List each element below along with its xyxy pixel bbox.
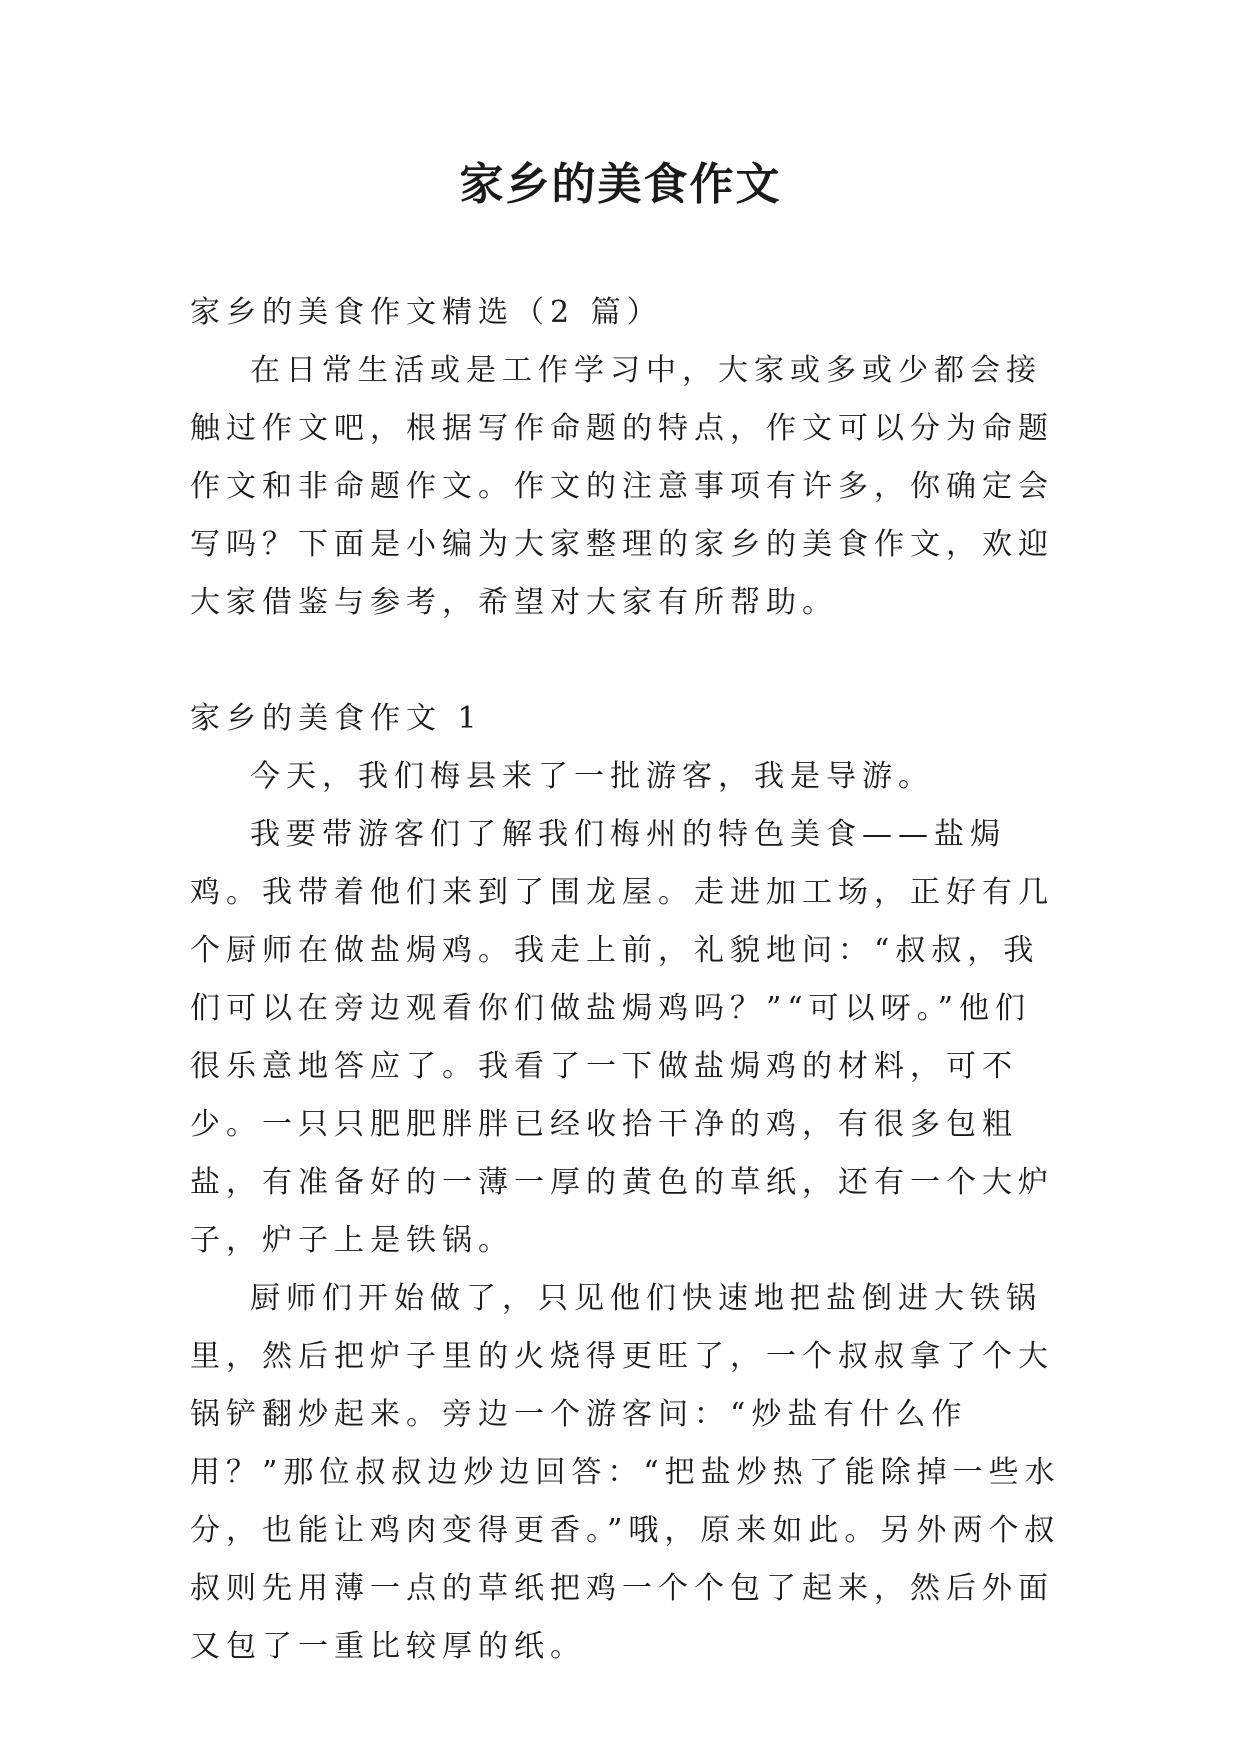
intro-paragraph: 在日常生活或是工作学习中，大家或多或少都会接触过作文吧，根据写作命题的特点，作文可以分为命题作文和非命题作文。作文的注意事项有许多，你确定会写吗？下面是小编为大家整理的家乡的美食作文，欢迎大家借鉴与参考，希望对大家有所帮助。: [190, 353, 1054, 620]
section-heading: 家乡的美食作文 1: [190, 701, 483, 736]
document-subtitle: 家乡的美食作文精选（2 篇）: [190, 295, 663, 330]
body-paragraph: 我要带游客们了解我们梅州的特色美食——盐焗鸡。我带着他们来到了围龙屋。走进加工场，正好有几个厨师在做盐焗鸡。我走上前，礼貌地问：“叔叔，我们可以在旁边观看你们做盐焗鸡吗？”“可以呀。”他们很乐意地答应了。我看了一下做盐焗鸡的材料，可不少。一只只肥肥胖胖已经收拾干净的鸡，有很多包粗盐，有准备好的一薄一厚的黄色的草纸，还有一个大炉子，炉子上是铁锅。: [190, 817, 1054, 1258]
document-title: 家乡的美食作文: [459, 159, 782, 210]
document-body: [190, 284, 1065, 1676]
section-gap: [190, 632, 1065, 690]
body-paragraph: 厨师们开始做了，只见他们快速地把盐倒进大铁锅里，然后把炉子里的火烧得更旺了，一个叔叔拿了个大锅铲翻炒起来。旁边一个游客问：“炒盐有什么作用？”那位叔叔边炒边回答：“把盐炒热了能除掉一些水分，也能让鸡肉变得更香。”哦，原来如此。另外两个叔叔则先用薄一点的草纸把鸡一个个包了起来，然后外面又包了一重比较厚的纸。: [190, 1281, 1061, 1664]
body-paragraph: 今天，我们梅县来了一批游客，我是导游。: [250, 759, 934, 794]
